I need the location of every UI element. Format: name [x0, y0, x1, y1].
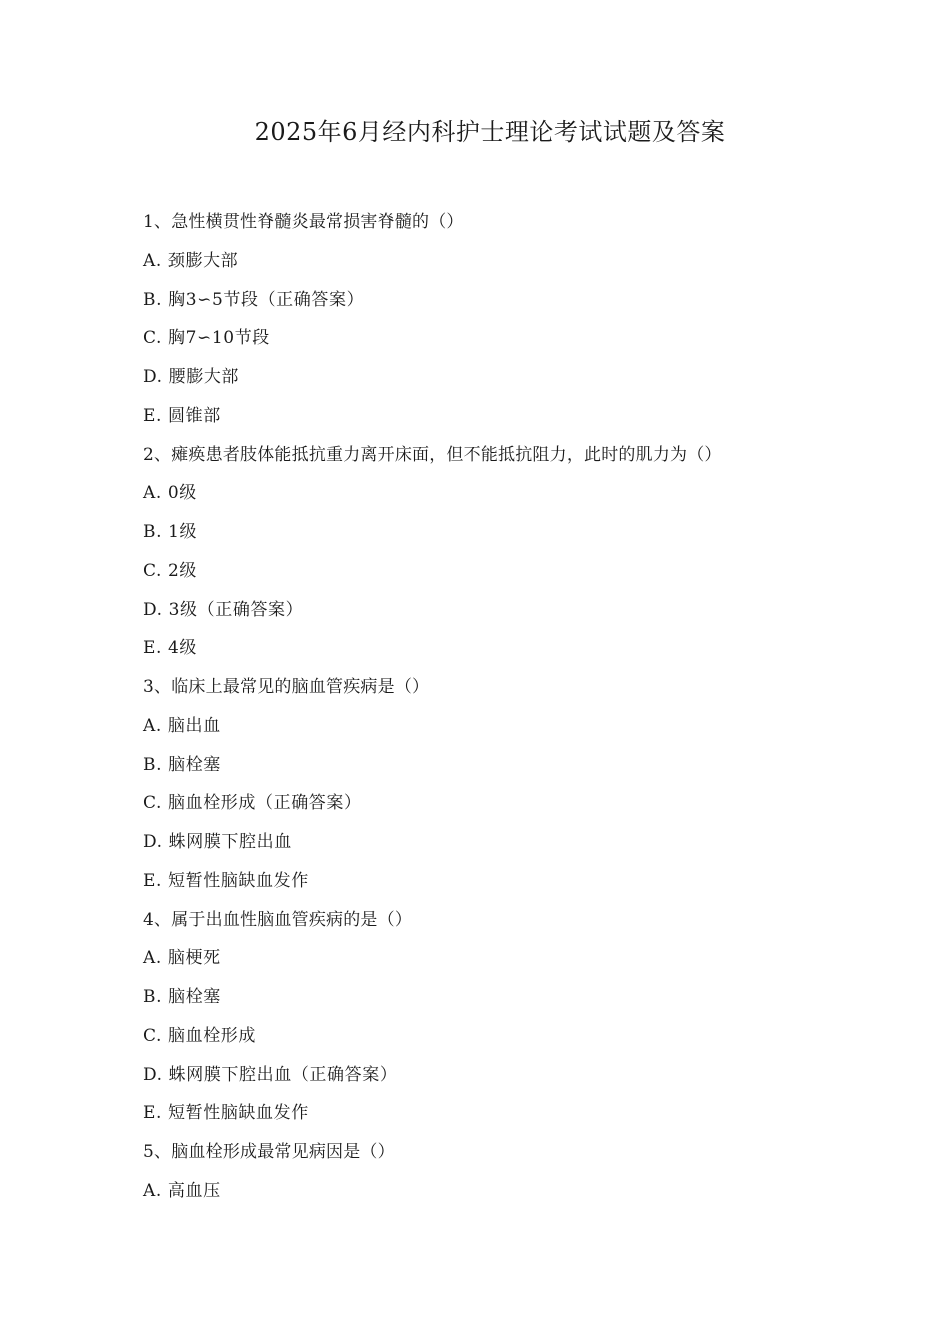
- question-list: [143, 203, 843, 1211]
- question-4-option-a: A. 脑梗死: [143, 948, 221, 969]
- question-2-option-e: E. 4级: [143, 638, 198, 659]
- question-4: 4、属于出血性脑血管疾病的是（）: [143, 909, 413, 930]
- question-3-option-e: E. 短暂性脑缺血发作: [143, 870, 309, 891]
- question-1: 1、急性横贯性脊髓炎最常损害脊髓的（）: [143, 212, 464, 232]
- question-2-option-a: A. 0级: [143, 483, 197, 504]
- question-1-option-e: E. 圆锥部: [143, 405, 221, 426]
- question-5: 5、脑血栓形成最常见病因是（）: [143, 1142, 395, 1162]
- question-4-option-e: E. 短暂性脑缺血发作: [143, 1103, 309, 1124]
- question-4-option-c: C. 脑血栓形成: [143, 1025, 257, 1046]
- question-1-option-b: B. 胸3∽5节段（正确答案）: [143, 289, 365, 310]
- question-3-option-d: D. 蛛网膜下腔出血: [143, 832, 292, 852]
- question-3-option-b: B. 脑栓塞: [143, 754, 221, 775]
- question-2-option-c: C. 2级: [143, 560, 198, 581]
- question-5-option-a: A. 高血压: [143, 1180, 221, 1201]
- question-1-option-c: C. 胸7∽10节段: [143, 328, 270, 349]
- question-4-option-d: D. 蛛网膜下腔出血（正确答案）: [143, 1064, 398, 1085]
- question-2-option-b: B. 1级: [143, 522, 198, 542]
- question-3: 3、临床上最常见的脑血管疾病是（）: [143, 677, 430, 697]
- question-2-option-d: D. 3级（正确答案）: [143, 599, 304, 620]
- question-4-option-b: B. 脑栓塞: [143, 987, 221, 1007]
- question-2: 2、瘫痪患者肢体能抵抗重力离开床面，但不能抵抗阻力，此时的肌力为（）: [143, 444, 722, 465]
- document-title: 2025年6月经内科护士理论考试试题及答案: [254, 118, 726, 146]
- question-1-option-d: D. 腰膨大部: [143, 367, 240, 387]
- question-1-option-a: A. 颈膨大部: [143, 250, 239, 271]
- question-3-option-c: C. 脑血栓形成（正确答案）: [143, 793, 362, 814]
- question-3-option-a: A. 脑出血: [143, 715, 221, 736]
